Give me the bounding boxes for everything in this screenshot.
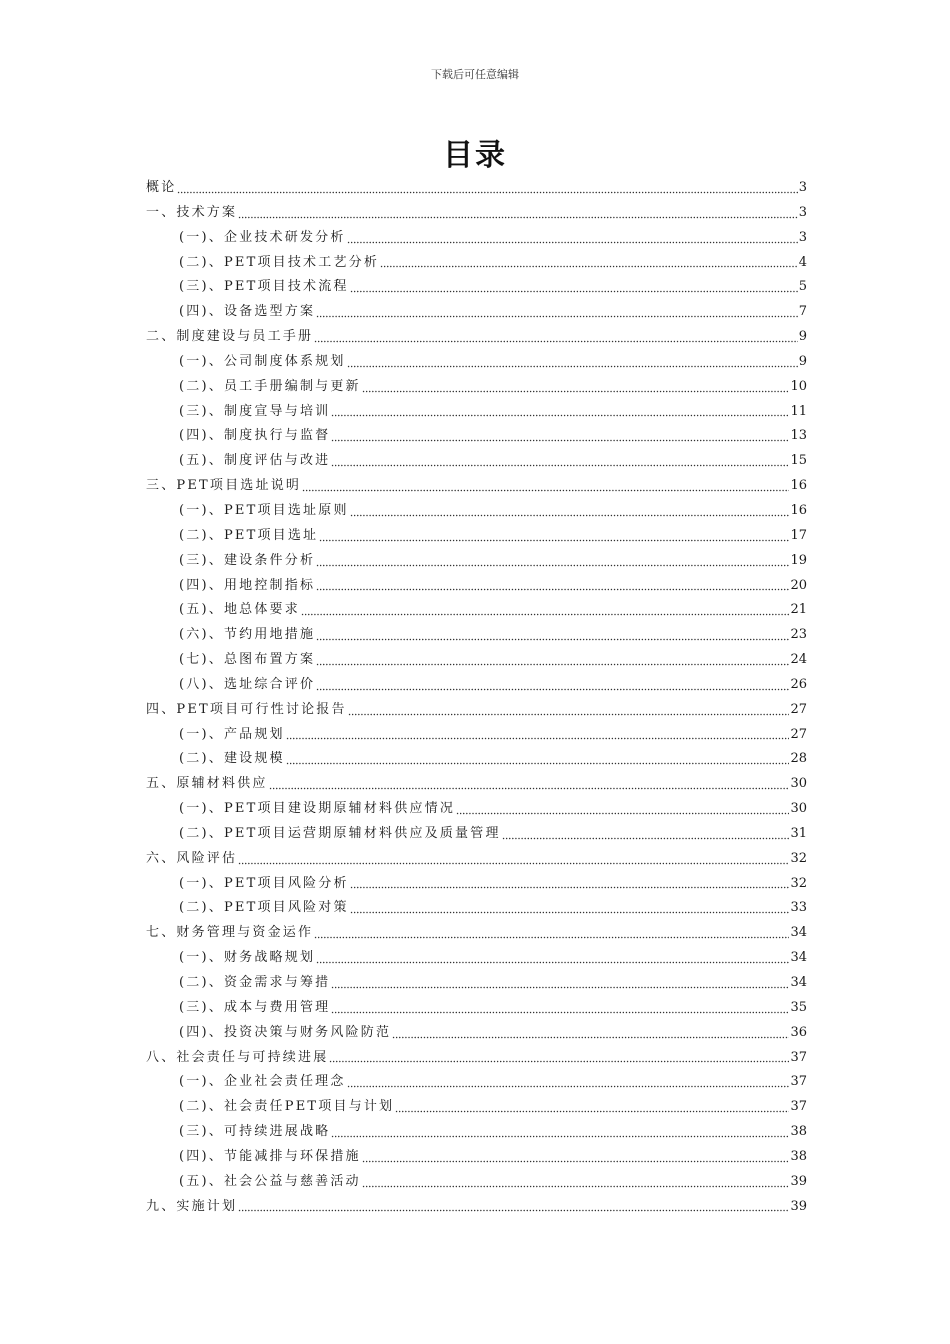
toc-dot-leader [347,234,798,244]
toc-entry-page: 24 [790,652,807,668]
toc-dot-leader [316,954,789,964]
toc-dot-leader [456,805,789,815]
toc-entry-page: 19 [790,552,807,568]
toc-entry-page: 34 [790,925,807,941]
toc-entry-label: 七、财务管理与资金运作 [146,925,314,941]
toc-entry[interactable] [146,424,807,449]
toc-dot-leader [362,383,790,393]
toc-entry[interactable] [146,1120,807,1145]
toc-dot-leader [331,457,789,467]
toc-dot-leader [331,979,789,989]
toc-entry-page: 3 [798,180,807,195]
toc-dot-leader [350,283,798,293]
toc-entry[interactable] [146,226,807,251]
toc-entry-label: (三)、成本与费用管理 [179,999,331,1015]
toc-entry-label: (二)、建设规模 [179,751,285,767]
toc-entry-label: (五)、社会公益与慈善活动 [179,1173,361,1189]
toc-entry-page: 3 [798,204,807,220]
toc-entry-label: (一)、产品规划 [179,726,285,742]
toc-entry-label: 九、实施计划 [146,1198,238,1214]
toc-entry[interactable] [146,300,807,325]
toc-entry-label: (三)、制度宣导与培训 [179,403,331,419]
toc-entry-label: (三)、建设条件分析 [179,552,316,568]
toc-dot-leader [316,656,789,666]
toc-entry-page: 9 [798,329,807,345]
toc-entry[interactable] [146,747,807,772]
toc-entry-label: 四、PET项目可行性讨论报告 [146,701,347,717]
toc-entry-page: 28 [790,751,807,767]
toc-entry[interactable] [146,275,807,300]
toc-dot-leader [395,1103,789,1113]
toc-dot-leader [316,631,789,641]
toc-dot-leader [238,1202,789,1212]
toc-entry-label: 六、风险评估 [146,850,238,866]
toc-entry-label: (四)、制度执行与监督 [179,428,331,444]
toc-dot-leader [314,929,789,939]
toc-dot-leader [362,1178,790,1188]
toc-entry[interactable] [146,201,807,226]
toc-entry-page: 34 [790,975,807,990]
toc-entry-label: (二)、资金需求与筹措 [179,975,331,990]
toc-entry-page: 37 [790,1049,807,1065]
toc-entry-label: (五)、制度评估与改进 [179,453,331,469]
toc-entry-label: (五)、地总体要求 [179,602,300,618]
toc-dot-leader [286,730,790,740]
toc-entry[interactable] [146,698,807,723]
toc-entry[interactable] [146,648,807,673]
toc-entry-label: (四)、用地控制指标 [179,577,316,593]
toc-entry-label: (二)、PET项目风险对策 [179,900,349,916]
toc-entry[interactable] [146,574,807,599]
toc-dot-leader [316,557,789,567]
toc-entry[interactable] [146,1195,807,1220]
toc-dot-leader [502,830,790,840]
toc-dot-leader [347,358,798,368]
toc-entry-page: 39 [790,1173,807,1189]
toc-entry[interactable] [146,921,807,946]
toc-dot-leader [301,606,790,616]
toc-entry[interactable] [146,400,807,425]
toc-dot-leader [350,904,790,914]
toc-entry-label: (一)、PET项目风险分析 [179,875,349,891]
toc-entry-label: (一)、PET项目建设期原辅材料供应情况 [179,801,456,817]
toc-entry-page: 27 [790,726,807,742]
toc-dot-leader [331,407,789,417]
toc-entry-page: 31 [790,825,807,841]
toc-dot-leader [331,1004,789,1014]
toc-entry-label: 二、制度建设与员工手册 [146,329,314,345]
toc-entry-label: 三、PET项目选址说明 [146,478,302,494]
toc-entry[interactable] [146,896,807,921]
toc-entry-page: 39 [790,1198,807,1214]
toc-entry-page: 11 [790,403,807,419]
toc-entry-label: (一)、公司制度体系规划 [179,353,346,369]
toc-entry-page: 5 [798,279,807,295]
toc-entry-page: 3 [798,229,807,245]
toc-entry-page: 10 [790,378,807,394]
toc-entry[interactable] [146,723,807,748]
toc-dot-leader [269,780,790,790]
toc-entry-page: 17 [790,527,807,543]
toc-entry[interactable] [146,1070,807,1095]
toc-dot-leader [319,532,789,542]
toc-entry-page: 32 [790,875,807,891]
toc-entry[interactable] [146,623,807,648]
toc-entry[interactable] [146,524,807,549]
toc-entry-label: (三)、PET项目技术流程 [179,279,349,295]
toc-dot-leader [362,1153,790,1163]
toc-entry[interactable] [146,797,807,822]
toc-entry-label: (二)、PET项目选址 [179,527,319,543]
toc-entry-page: 21 [790,602,807,618]
toc-entry[interactable] [146,1145,807,1170]
toc-entry[interactable] [146,1046,807,1071]
toc-entry-label: 概论 [146,180,177,195]
toc-entry-page: 20 [790,577,807,593]
toc-entry-label: (四)、投资决策与财务风险防范 [179,1024,392,1040]
toc-entry-label: (四)、节能减排与环保措施 [179,1148,361,1164]
table-of-contents [146,176,807,1219]
toc-entry-page: 27 [790,701,807,717]
toc-entry-page: 38 [790,1148,807,1164]
toc-dot-leader [316,308,798,318]
toc-entry[interactable] [146,1095,807,1120]
toc-entry-label: 八、社会责任与可持续进展 [146,1049,329,1065]
toc-dot-leader [316,681,789,691]
toc-entry-label: (二)、PET项目运营期原辅材料供应及质量管理 [179,825,501,841]
toc-entry[interactable] [146,499,807,524]
toc-entry[interactable] [146,449,807,474]
toc-entry[interactable] [146,847,807,872]
toc-entry-label: 五、原辅材料供应 [146,776,268,792]
toc-entry-page: 33 [790,900,807,916]
toc-entry[interactable] [146,251,807,276]
toc-dot-leader [302,482,789,492]
toc-entry[interactable] [146,1021,807,1046]
toc-entry-label: (二)、员工手册编制与更新 [179,378,361,394]
toc-entry-page: 9 [798,353,807,369]
toc-entry-page: 30 [790,776,807,792]
toc-dot-leader [286,755,790,765]
toc-entry-label: (二)、PET项目技术工艺分析 [179,254,380,270]
toc-entry-page: 32 [790,850,807,866]
toc-dot-leader [314,333,798,343]
toc-dot-leader [350,507,790,517]
toc-entry[interactable] [146,822,807,847]
toc-dot-leader [316,581,789,591]
toc-dot-leader [177,184,797,194]
toc-entry[interactable] [146,772,807,797]
toc-entry[interactable] [146,1170,807,1195]
toc-entry[interactable] [146,325,807,350]
toc-dot-leader [392,1029,789,1039]
toc-entry[interactable] [146,673,807,698]
toc-entry-page: 37 [790,1074,807,1090]
toc-entry-label: (三)、可持续进展战略 [179,1124,331,1140]
toc-dot-leader [331,432,789,442]
toc-entry-page: 4 [798,254,807,270]
toc-entry-label: (六)、节约用地措施 [179,627,316,643]
toc-entry-page: 26 [790,676,807,692]
toc-entry-page: 23 [790,627,807,643]
toc-entry-page: 37 [790,1099,807,1115]
toc-entry-label: (七)、总图布置方案 [179,652,316,668]
toc-entry-label: (一)、PET项目选址原则 [179,502,349,518]
toc-entry[interactable] [146,350,807,375]
toc-dot-leader [331,1128,789,1138]
toc-entry[interactable] [146,549,807,574]
toc-entry-label: (四)、设备选型方案 [179,304,316,320]
toc-entry-label: (一)、企业社会责任理念 [179,1074,346,1090]
toc-entry-page: 36 [790,1024,807,1040]
toc-dot-leader [380,258,798,268]
toc-entry-page: 7 [798,304,807,320]
toc-entry-page: 15 [790,453,807,469]
toc-dot-leader [348,706,790,716]
toc-entry-label: (八)、选址综合评价 [179,676,316,692]
toc-dot-leader [238,209,798,219]
toc-entry-page: 35 [790,999,807,1015]
toc-entry[interactable] [146,872,807,897]
toc-dot-leader [238,855,789,865]
header-note: 下载后可任意编辑 [431,68,519,81]
toc-entry-page: 34 [790,950,807,966]
toc-entry-label: (一)、企业技术研发分析 [179,229,346,245]
toc-entry-label: (一)、财务战略规划 [179,950,316,966]
toc-entry-label: (二)、社会责任PET项目与计划 [179,1099,395,1115]
toc-entry[interactable] [146,598,807,623]
toc-dot-leader [347,1078,790,1088]
toc-entry[interactable] [146,474,807,499]
toc-entry-label: 一、技术方案 [146,204,238,220]
toc-entry[interactable] [146,996,807,1021]
toc-entry-page: 38 [790,1124,807,1140]
toc-entry-page: 13 [790,428,807,444]
toc-entry[interactable] [146,375,807,400]
toc-entry-page: 16 [790,502,807,518]
toc-entry-page: 30 [790,801,807,817]
toc-entry[interactable] [146,946,807,971]
toc-entry[interactable] [146,176,807,201]
toc-dot-leader [329,1053,789,1063]
toc-title: 目录 [443,138,507,173]
toc-dot-leader [350,879,790,889]
toc-entry[interactable] [146,971,807,996]
toc-entry-page: 16 [790,478,807,494]
